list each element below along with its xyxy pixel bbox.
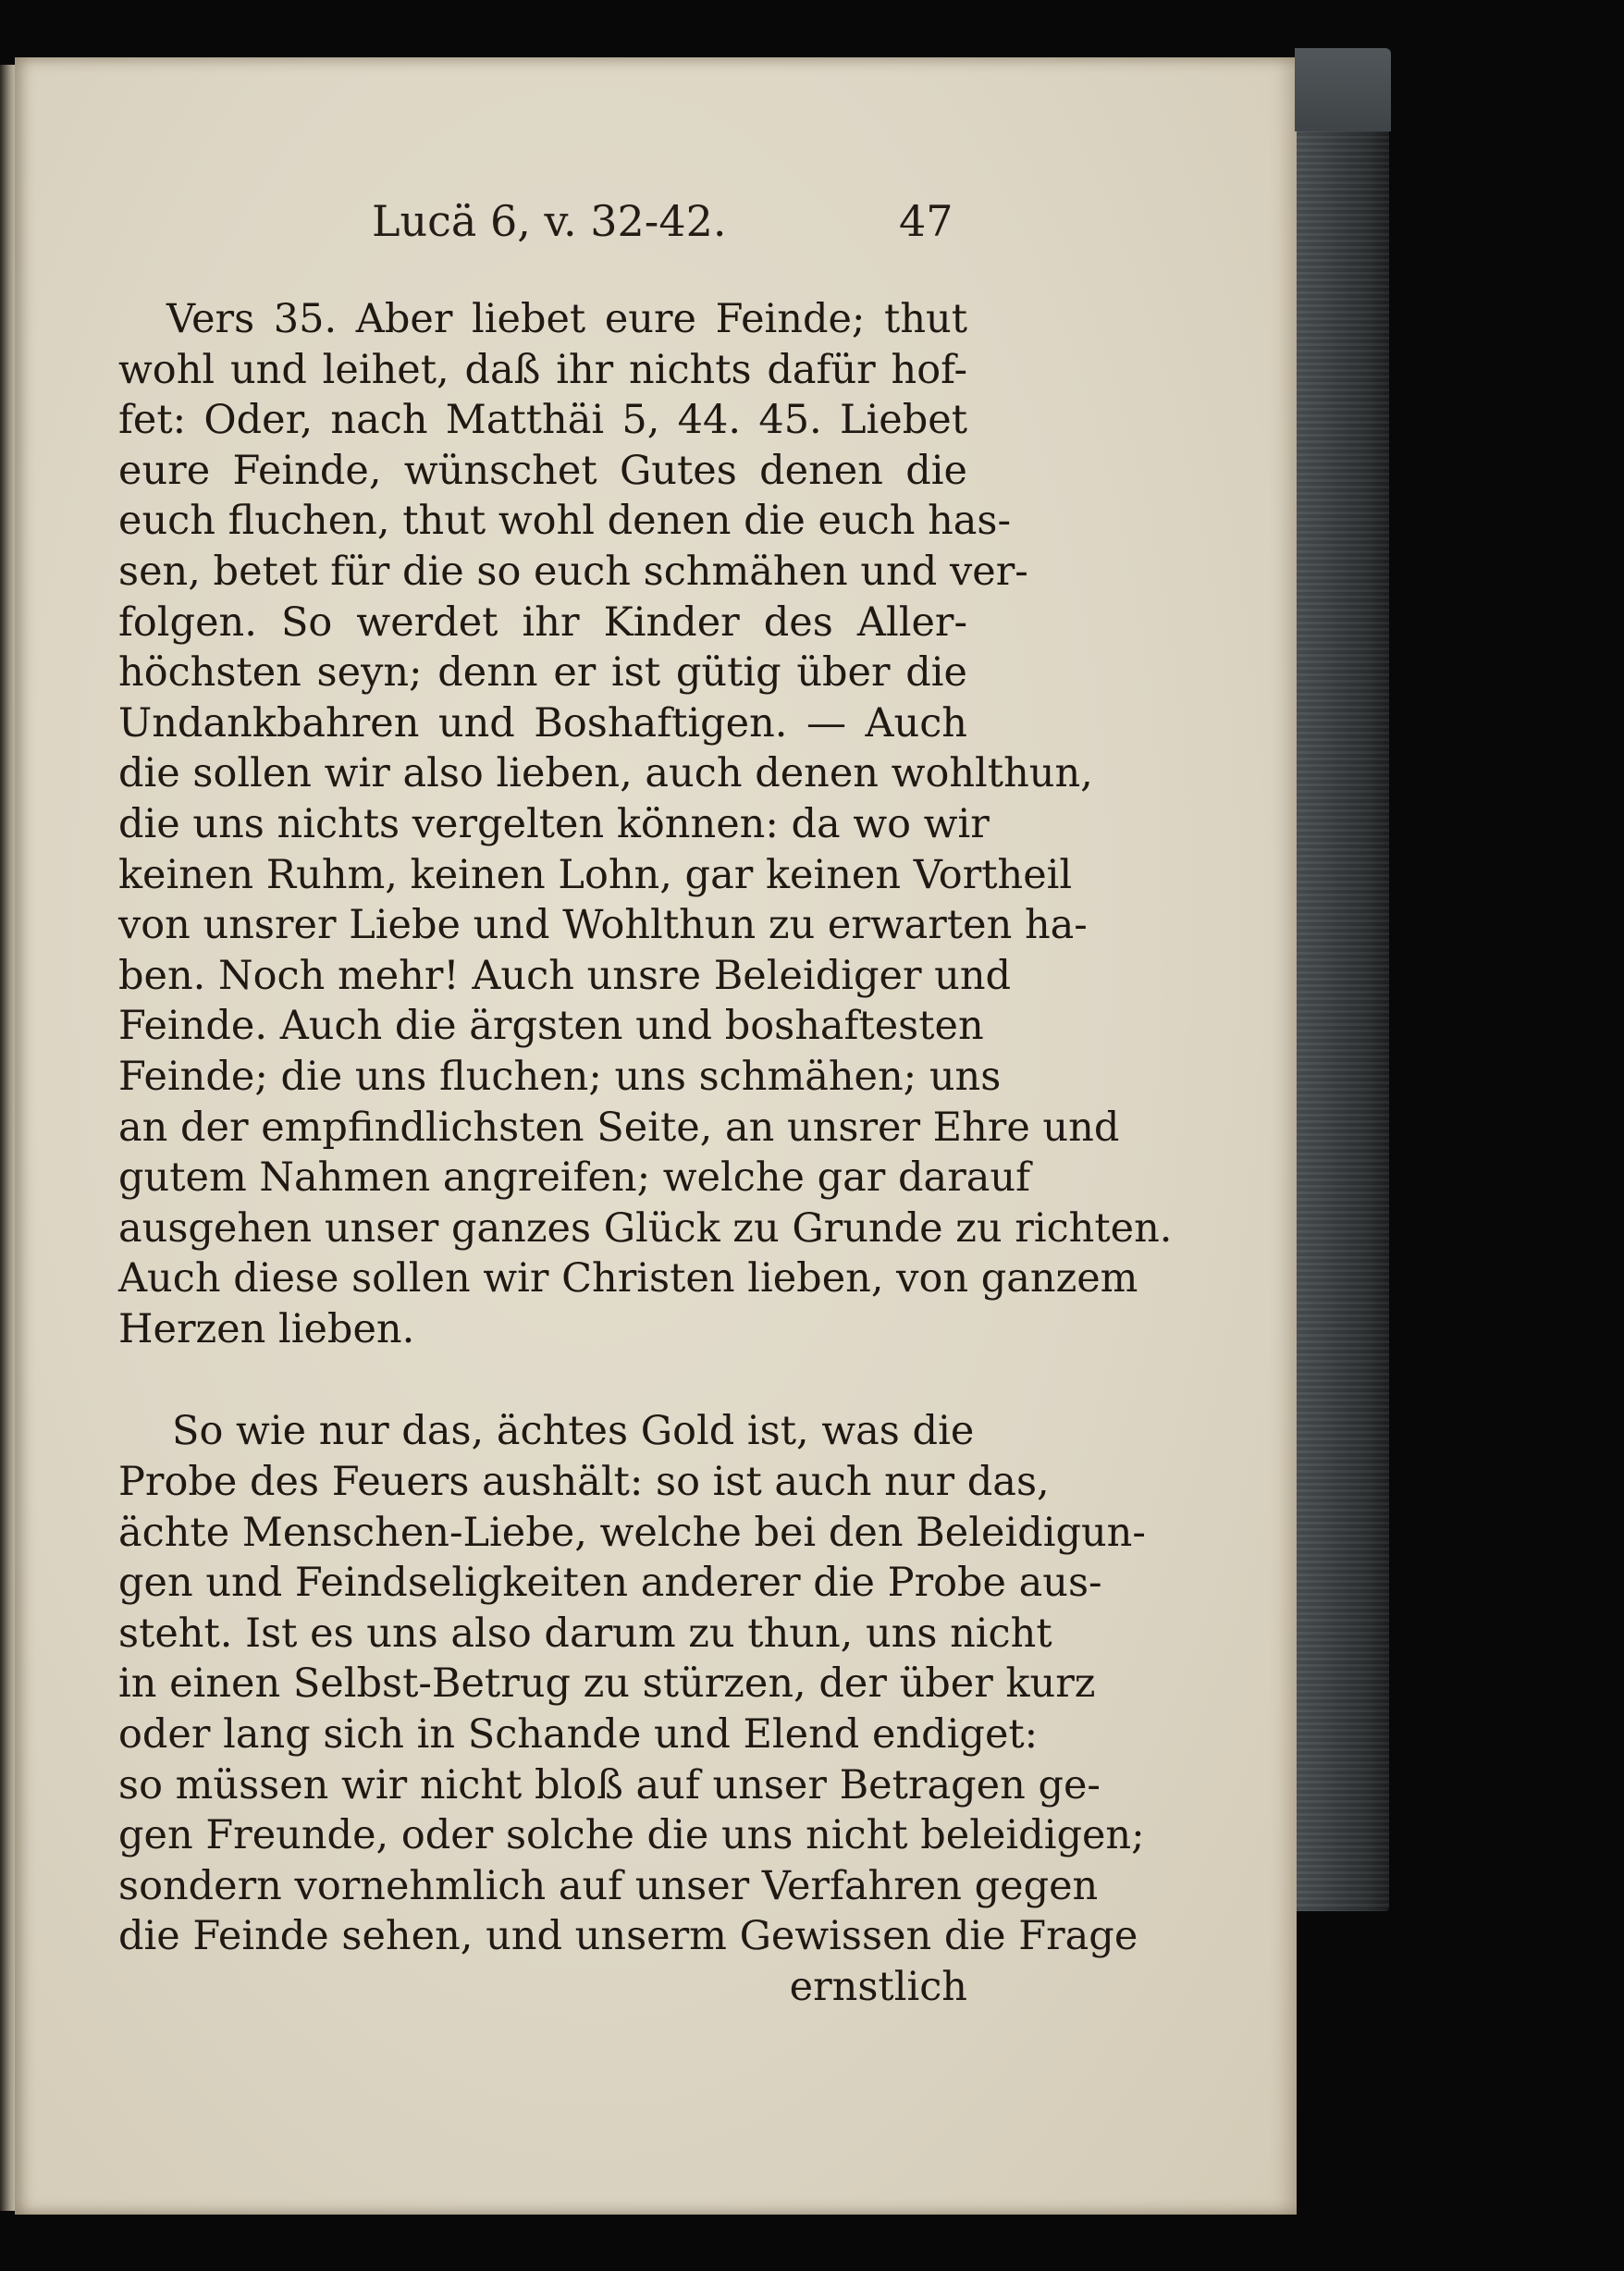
text-line: So wie nur das, ächtes Gold ist, was die — [172, 1408, 975, 1455]
text-line: Feinde; die uns fluchen; uns schmähen; uns — [118, 1053, 1002, 1100]
paragraph-1 — [118, 294, 1173, 1354]
text-line: höchsten seyn; denn er ist gütig über die — [118, 649, 967, 697]
text-line: sen, betet für die so euch schmähen und ver- — [118, 548, 1028, 595]
text-line: die Feinde sehen, und unserm Gewissen die Frage — [118, 1913, 1138, 1960]
text-line: so müssen wir nicht bloß auf unser Betragen ge- — [118, 1761, 1101, 1808]
text-line: die sollen wir also lieben, auch denen wohlthun, — [118, 750, 1093, 797]
text-line: ausgehen unser ganzes Glück zu Grunde zu richten. — [118, 1204, 1173, 1252]
text-line: eure Feinde, wünschet Gutes denen die — [118, 447, 967, 494]
text-line: oder lang sich in Schande und Elend endiget: — [118, 1711, 1039, 1759]
text-line: sondern vornehmlich auf unser Verfahren gegen — [118, 1862, 1099, 1909]
running-head: Lucä 6, v. 32-42. — [372, 196, 727, 246]
text-line: gutem Nahmen angreifen; welche gar darauf — [118, 1154, 1030, 1202]
text-line: ächte Menschen-Liebe, welche bei den Beleidigun- — [118, 1509, 1146, 1556]
text-line: die uns nichts vergelten können: da wo wir — [118, 800, 990, 847]
text-line: keinen Ruhm, keinen Lohn, gar keinen Vortheil — [118, 851, 1073, 898]
text-line: gen Freunde, oder solche die uns nicht beleidigen; — [118, 1812, 1145, 1859]
paragraph-2 — [118, 1406, 1146, 2012]
text-line: ben. Noch mehr! Auch unsre Beleidiger und — [118, 952, 1012, 999]
text-line: Feinde. Auch die ärgsten und boshaftesten — [118, 1003, 984, 1050]
catchword: ernstlich — [789, 1964, 967, 2010]
text-line: Undankbahren und Boshaftigen. — Auch — [118, 699, 967, 747]
book-cover-edge — [1297, 52, 1389, 1911]
body-text — [118, 294, 1173, 2013]
text-line: fet: Oder, nach Matthäi 5, 44. 45. Liebet — [118, 397, 967, 444]
text-line: Probe des Feuers aushält: so ist auch nur das, — [118, 1459, 1050, 1506]
text-line: an der empfindlichsten Seite, an unsrer Ehre und — [118, 1104, 1120, 1151]
text-line: gen und Feindseligkeiten anderer die Probe aus- — [118, 1560, 1102, 1607]
text-line: Herzen lieben. — [118, 1305, 415, 1352]
text-line: wohl und leihet, daß ihr nichts dafür hof- — [118, 346, 967, 393]
text-line: Vers 35. Aber liebet eure Feinde; thut — [166, 296, 967, 342]
text-line: euch fluchen, thut wohl denen die euch has- — [118, 498, 1012, 545]
text-line: von unsrer Liebe und Wohlthun zu erwarten ha- — [118, 902, 1088, 949]
text-line: steht. Ist es uns also darum zu thun, uns nicht — [118, 1610, 1052, 1657]
book-cover-corner — [1295, 48, 1391, 131]
page-number: 47 — [899, 196, 953, 246]
paragraph-spacer — [118, 1354, 967, 1406]
text-line: folgen. So werdet ihr Kinder des Aller- — [118, 599, 967, 646]
text-line: Auch diese sollen wir Christen lieben, von ganzem — [118, 1255, 1138, 1302]
text-line: in einen Selbst-Betrug zu stürzen, der über kurz — [118, 1660, 1096, 1708]
